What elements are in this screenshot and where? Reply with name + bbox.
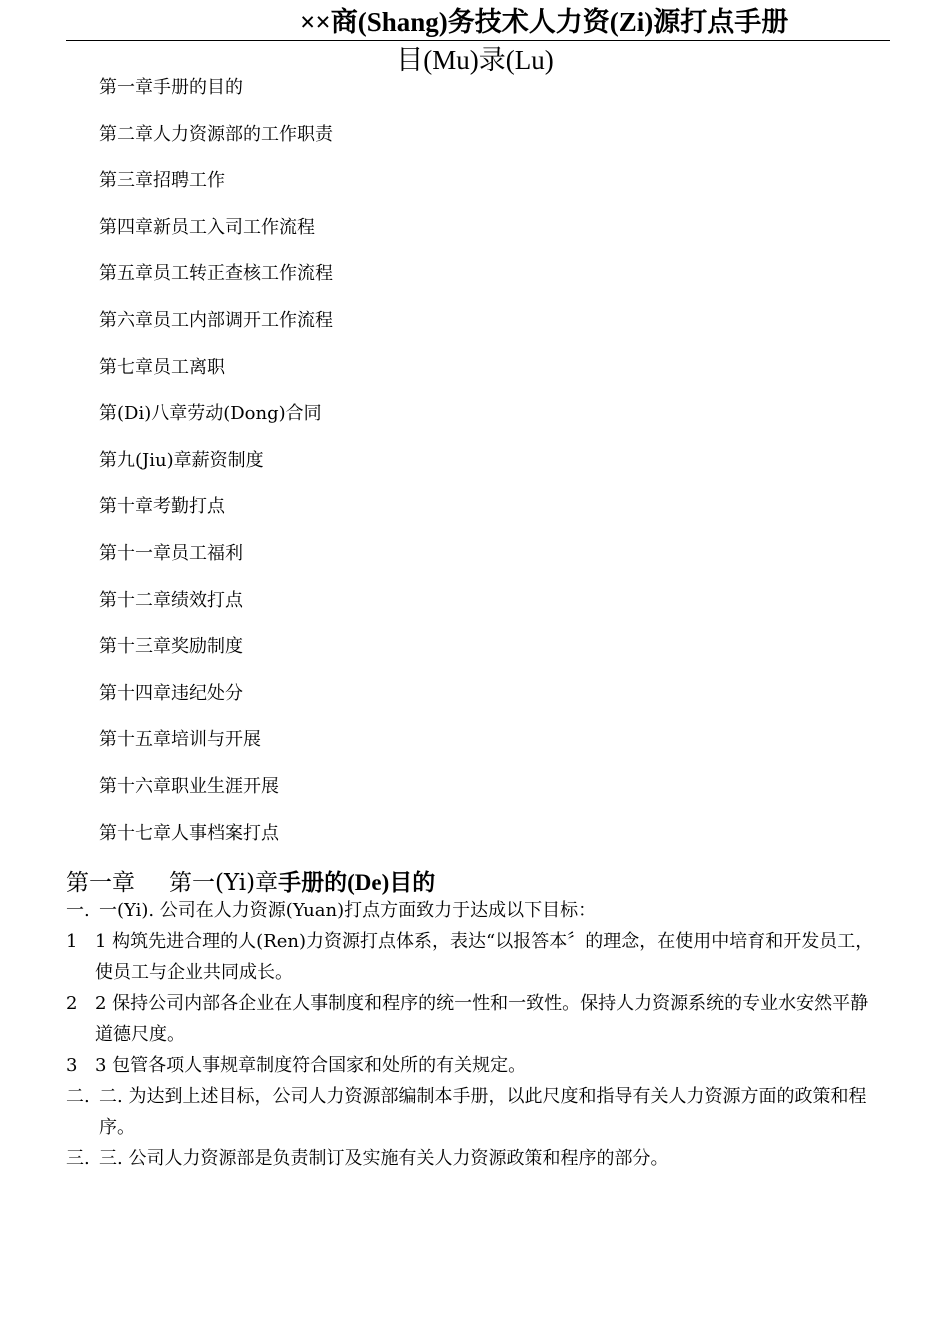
toc-item[interactable]: 第(Di)八章劳动(Dong)合同: [99, 403, 322, 425]
chapter-title: 手册的(De)目的: [278, 870, 436, 895]
header-divider: [66, 40, 890, 41]
table-of-contents: [99, 74, 333, 866]
chapter-heading: [66, 866, 435, 900]
list-marker: 二.: [66, 1086, 90, 1107]
paragraph: [66, 926, 881, 988]
paragraph-text: 2 保持公司内部各企业在人事制度和程序的统一性和一致性。保持人力资源系统的专业水安然平静道德尺度。: [95, 993, 869, 1045]
paragraph: [66, 1050, 881, 1081]
chapter-subnumber: 第一(Yi)章: [169, 870, 279, 896]
toc-heading: 目(Mu)录(Lu): [396, 45, 554, 75]
toc-item[interactable]: 第三章招聘工作: [99, 170, 225, 192]
paragraph: [66, 1081, 881, 1143]
list-marker: 三.: [66, 1148, 90, 1169]
toc-item[interactable]: 第九(Jiu)章薪资制度: [99, 449, 264, 471]
list-marker: 3: [66, 1055, 78, 1076]
toc-item[interactable]: 第四章新员工入司工作流程: [99, 216, 315, 238]
list-marker: 2: [66, 993, 78, 1014]
toc-item[interactable]: 第十一章员工福利: [99, 542, 243, 564]
list-marker: 1: [66, 931, 78, 952]
paragraph-text: 三. 公司人力资源部是负责制订及实施有关人力资源政策和程序的部分。: [99, 1148, 669, 1169]
chapter-number: 第一章: [66, 870, 135, 896]
paragraph-text: 3 包管各项人事规章制度符合国家和处所的有关规定。: [95, 1055, 527, 1076]
toc-item[interactable]: 第十七章人事档案打点: [99, 822, 279, 844]
toc-item[interactable]: 第十二章绩效打点: [99, 589, 243, 611]
list-marker: 一.: [66, 900, 90, 921]
toc-item[interactable]: 第一章手册的目的: [99, 77, 243, 98]
paragraph: [66, 1143, 881, 1174]
toc-item[interactable]: 第二章人力资源部的工作职责: [99, 123, 333, 145]
toc-item[interactable]: 第六章员工内部调开工作流程: [99, 309, 333, 331]
paragraph: [66, 896, 881, 926]
paragraph-text: 1 构筑先进合理的人(Ren)力资源打点体系，表达“以报答本〞的理念，在使用中培育和开发员工，使员工与企业共同成长。: [95, 931, 874, 983]
toc-item[interactable]: 第五章员工转正查核工作流程: [99, 263, 333, 285]
toc-item[interactable]: 第十五章培训与开展: [99, 729, 261, 751]
toc-item[interactable]: 第十章考勤打点: [99, 496, 225, 518]
paragraph: [66, 988, 881, 1050]
toc-item[interactable]: 第七章员工离职: [99, 356, 225, 378]
toc-item[interactable]: 第十六章职业生涯开展: [99, 775, 279, 797]
toc-item[interactable]: 第十三章奖励制度: [99, 636, 243, 658]
paragraph-text: 二. 为达到上述目标，公司人力资源部编制本手册，以此尺度和指导有关人力资源方面的政策和程序。: [99, 1086, 867, 1138]
paragraph-text: 一(Yi). 公司在人力资源(Yuan)打点方面致力于达成以下目标：: [99, 900, 597, 921]
toc-item[interactable]: 第十四章违纪处分: [99, 682, 243, 704]
document-header-title: ××商(Shang)务技术人力资(Zi)源打点手册: [300, 7, 789, 37]
chapter-body: [66, 896, 881, 1174]
